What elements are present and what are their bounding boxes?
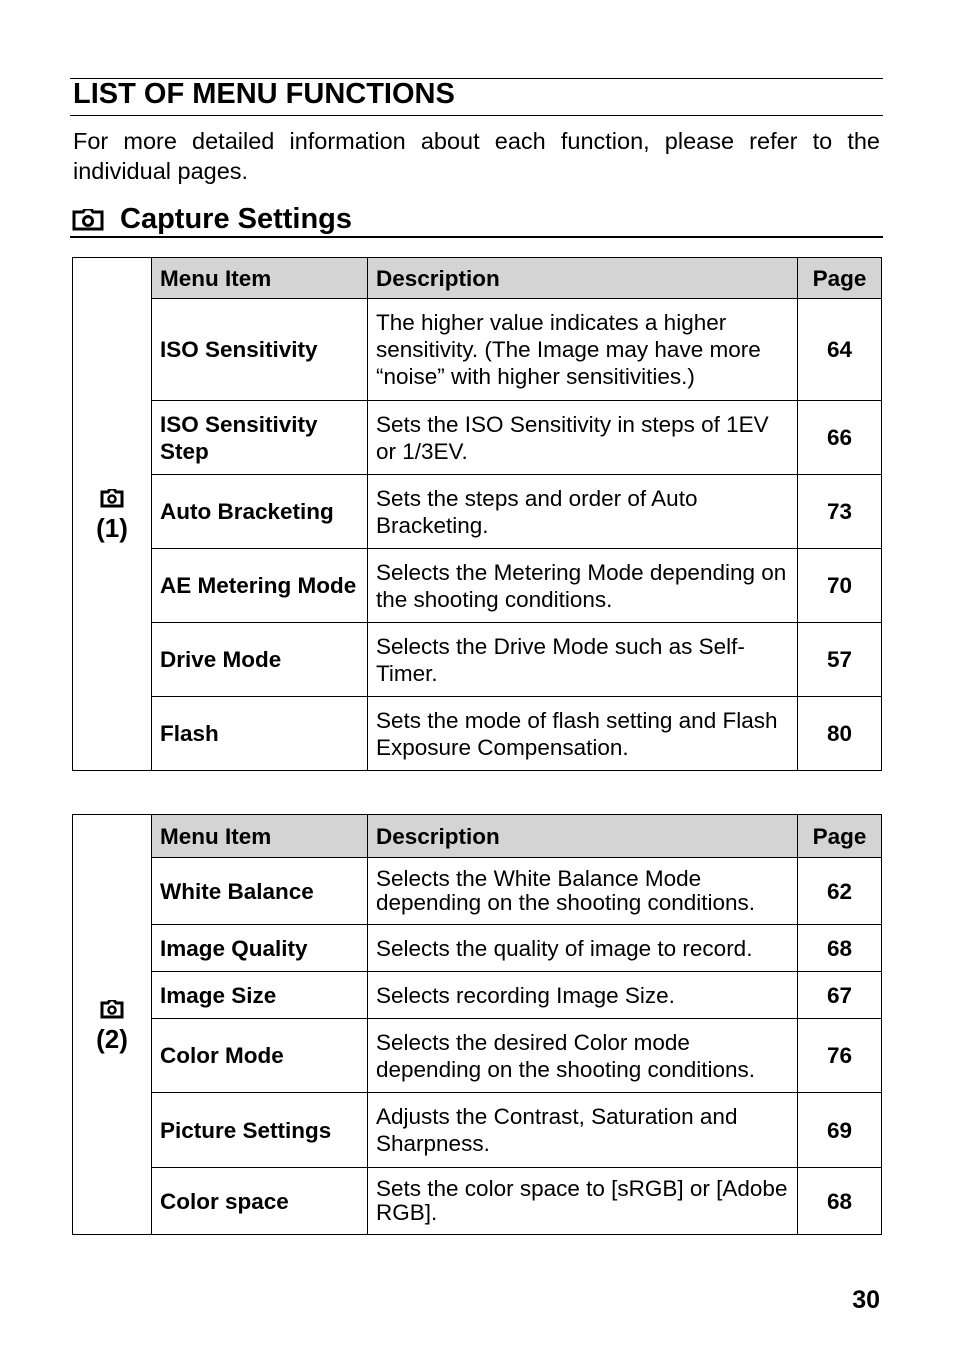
menu-item-page: 70 [798,549,882,623]
menu-item-page: 57 [798,623,882,697]
menu-item-description: Selects the Drive Mode such as Self-Timer. [368,623,798,697]
camera-icon [100,486,124,513]
table-header-row [73,815,882,858]
table-row [73,858,882,925]
menu-item-name: Image Size [152,972,368,1019]
table-row [73,401,882,475]
column-header-description: Description [368,258,798,299]
menu-item-page: 68 [798,1168,882,1235]
table-side-label [73,815,152,1235]
menu-item-description: Selects the desired Color mode depending on the shooting conditions. [368,1019,798,1093]
menu-item-name: Auto Bracketing [152,475,368,549]
menu-item-description: Selects the Metering Mode depending on the shooting conditions. [368,549,798,623]
menu-item-description: Selects the quality of image to record. [368,925,798,972]
menu-table-1 [72,257,882,771]
table-header-row [73,258,882,299]
side-label-text: (2) [96,1023,128,1054]
table-side-label [73,258,152,771]
section-title-text: Capture Settings [120,203,353,235]
menu-item-page: 73 [798,475,882,549]
menu-item-page: 66 [798,401,882,475]
menu-item-description: Selects the White Balance Mode depending on the shooting conditions. [368,858,798,925]
menu-item-description: Sets the steps and order of Auto Bracketing. [368,475,798,549]
section-title [72,200,352,239]
menu-item-page: 68 [798,925,882,972]
menu-item-name: AE Metering Mode [152,549,368,623]
intro-text: For more detailed information about each function, please refer to the individual pages. [73,128,880,184]
section-rule [70,236,883,238]
column-header-page: Page [798,258,882,299]
heading-rule [70,115,883,116]
menu-item-name: Picture Settings [152,1093,368,1168]
table-row [73,972,882,1019]
menu-item-description: Selects recording Image Size. [368,972,798,1019]
menu-table-2 [72,814,882,1235]
side-label-text: (1) [96,513,128,543]
table-row [73,299,882,401]
menu-item-name: White Balance [152,858,368,925]
menu-item-description: Adjusts the Contrast, Saturation and Sharpness. [368,1093,798,1168]
table-row [73,623,882,697]
table-row [73,925,882,972]
menu-item-name: ISO Sensitivity [152,299,368,401]
menu-item-description: Sets the color space to [sRGB] or [Adobe RGB]. [368,1168,798,1235]
camera-icon [100,997,124,1024]
menu-item-name: Color space [152,1168,368,1235]
table-row [73,549,882,623]
menu-item-name: ISO Sensitivity Step [152,401,368,475]
menu-item-page: 64 [798,299,882,401]
table-row [73,475,882,549]
menu-item-description: Sets the ISO Sensitivity in steps of 1EV or 1/3EV. [368,401,798,475]
menu-item-page: 62 [798,858,882,925]
page-number: 30 [852,1286,880,1314]
menu-item-name: Flash [152,697,368,771]
menu-item-description: Sets the mode of flash setting and Flash Exposure Compensation. [368,697,798,771]
menu-item-name: Color Mode [152,1019,368,1093]
menu-item-description: The higher value indicates a higher sensitivity. (The Image may have more “noise” with higher sensitivities.) [368,299,798,401]
table-row [73,1093,882,1168]
column-header-item: Menu Item [152,258,368,299]
menu-item-page: 76 [798,1019,882,1093]
camera-icon [72,206,104,239]
menu-item-page: 69 [798,1093,882,1168]
table-row [73,697,882,771]
menu-item-name: Image Quality [152,925,368,972]
column-header-item: Menu Item [152,815,368,858]
menu-item-page: 67 [798,972,882,1019]
column-header-page: Page [798,815,882,858]
table-row [73,1168,882,1235]
table-row [73,1019,882,1093]
menu-item-name: Drive Mode [152,623,368,697]
page-heading: LIST OF MENU FUNCTIONS [73,78,455,110]
menu-item-page: 80 [798,697,882,771]
column-header-description: Description [368,815,798,858]
